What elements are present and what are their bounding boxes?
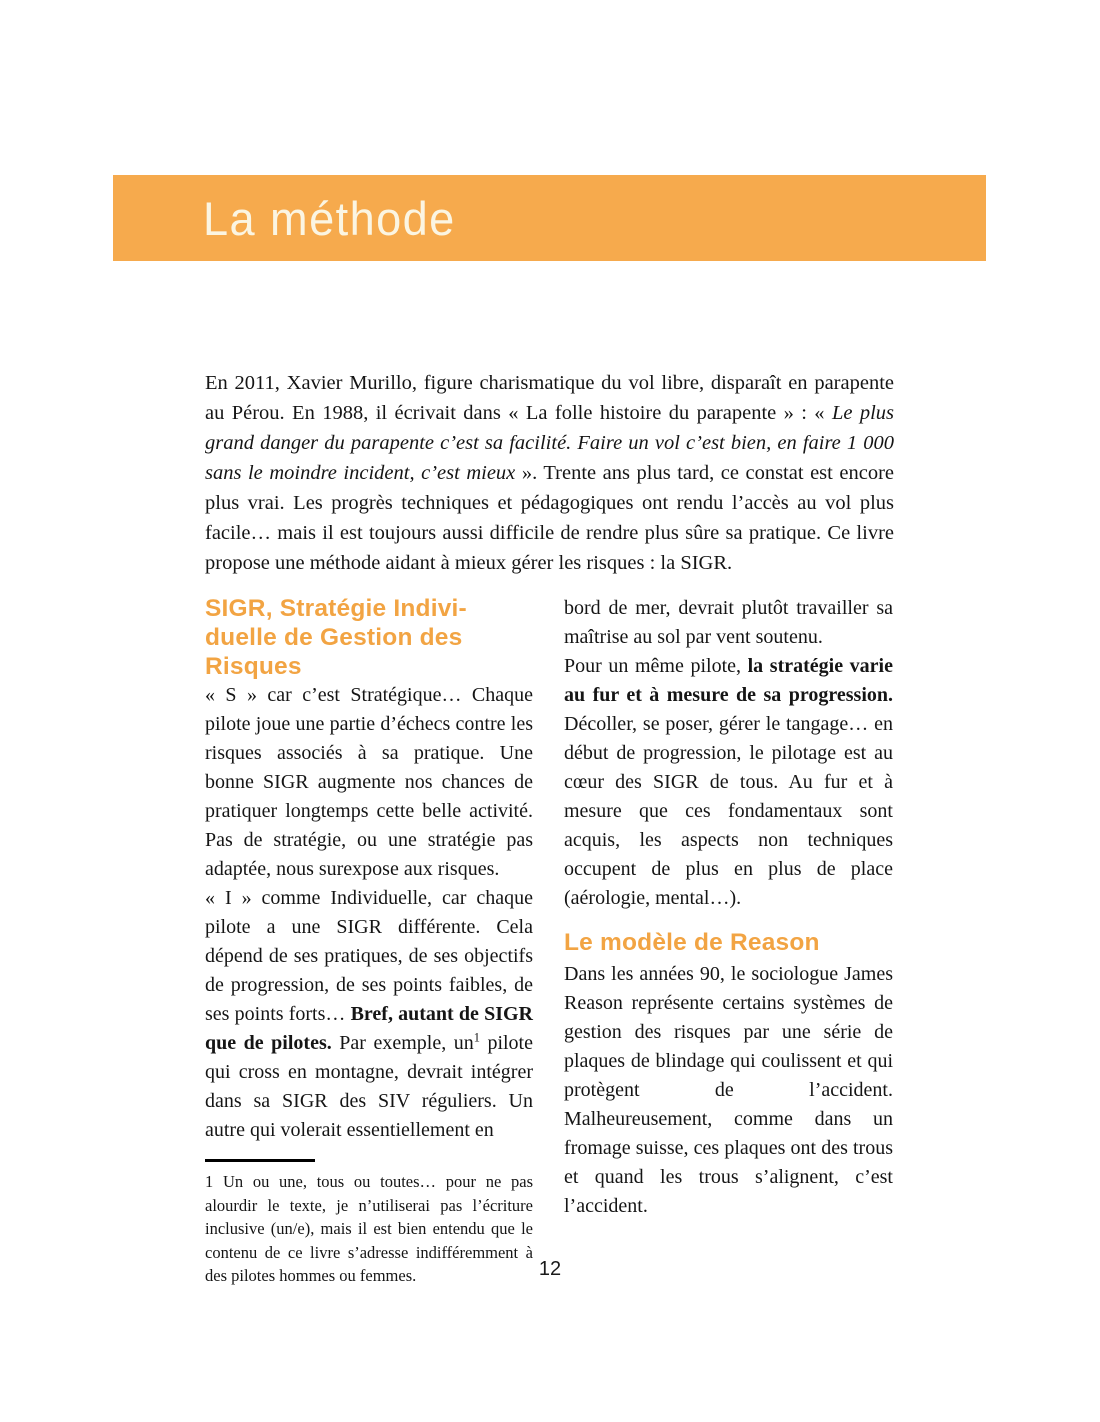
- intro-paragraph: En 2011, Xavier Murillo, figure charismatique du vol libre, disparaît en parapente au Pérou. En 1988, il écrivait dans « La folle histoire du parapente » : « Le plus grand danger du parapente c’est sa facilité. Faire un vol c’est bien, en faire 1 000 sans le moindre incident, c’est mieux ». Trente ans plus tard, ce constat est encore plus vrai. Les progrès techniques et pédagogiques ont rendu l’accès au vol plus facile… mais il est toujours aussi difficile de rendre plus sûre sa pratique. Ce livre propose une méthode aidant à mieux gérer les risques : la SIGR.: [205, 371, 894, 574]
- footnote-text: 1 Un ou une, tous ou toutes… pour ne pas alourdir le texte, je n’utiliserai pas l’écriture inclusive (un/e), mais il est bien entendu que le contenu de ce livre s’adresse indifféremment à des pilotes hommes ou femmes.: [205, 1172, 533, 1285]
- paragraph-strategie-varie: Pour un même pilote, la stratégie varie au fur et à mesure de sa progression. Décoller, se poser, gérer le tangage… en début de progression, le pilotage est au cœur des SIGR de tous. Au fur et à mesure que ces fondamentaux sont acquis, les aspects non techniques occupent de plus en plus de place (aérologie, mental…).: [564, 655, 893, 909]
- chapter-title: La méthode: [203, 191, 456, 245]
- section-heading-reason: Le modèle de Reason: [564, 929, 820, 956]
- paragraph-reason: Dans les années 90, le sociologue James Reason représente certains systèmes de gestion des risques par une série de plaques de blindage qui coulissent et qui protègent de l’accident. Malheureusement, comme dans un fromage suisse, ces plaques ont des trous et quand les trous s’alignent, c’est l’accident.: [564, 963, 893, 1217]
- section-heading-sigr: [205, 594, 533, 681]
- column-right: [564, 594, 893, 1221]
- paragraph-individuelle: « I » comme Individuelle, car chaque pilote a une SIGR différente. Cela dépend de ses pratiques, de ses objectifs de progression, de ses points faibles, de ses points forts… Bref, autant de SIGR que de pilotes. Par exemple, $un^1$ pilote qui cross en montagne, devrait intégrer dans sa SIGR des SIV réguliers. Un autre qui volerait essentiellement en: [205, 887, 533, 1141]
- chapter-banner: [113, 175, 986, 261]
- section-heading-sigr-line3: Risques: [205, 653, 302, 680]
- section-heading-sigr-line2: duelle de Gestion des: [205, 624, 463, 651]
- footnote-rule: [205, 1159, 315, 1162]
- paragraph-bord-de-mer: bord de mer, devrait plutôt travailler sa maîtrise au sol par vent soutenu.: [564, 597, 893, 648]
- section-heading-sigr-line1: SIGR, Stratégie Indivi-: [205, 595, 467, 622]
- column-left: [205, 594, 533, 1288]
- paragraph-strategique: « S » car c’est Stratégique… Chaque pilote joue une partie d’échecs contre les risques associés à sa pratique. Une bonne SIGR augmente nos chances de pratiquer longtemps cette belle activité. Pas de stratégie, ou une stratégie pas adaptée, nous surexpose aux risques.: [205, 684, 533, 880]
- page-number: 12: [538, 1258, 562, 1280]
